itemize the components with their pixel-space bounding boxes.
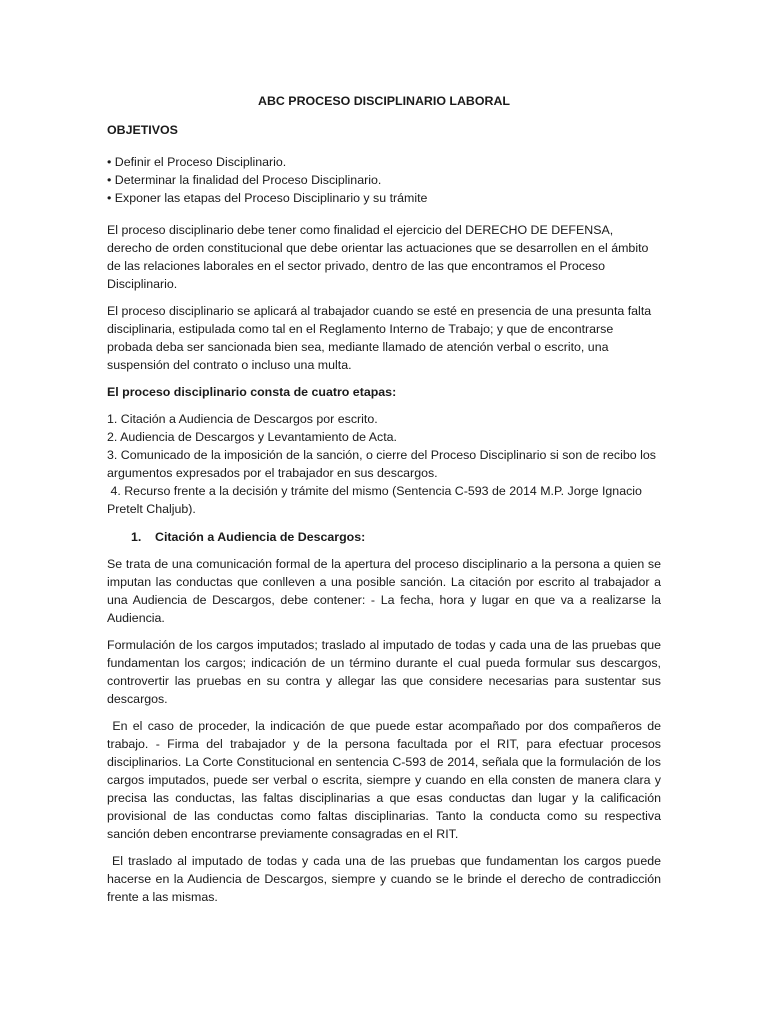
list-item: • Determinar la finalidad del Proceso Disciplinario.	[107, 173, 382, 187]
document-page	[107, 92, 665, 915]
objetivos-list	[107, 153, 661, 207]
etapas-list	[107, 410, 661, 518]
section-number: 1.	[131, 530, 142, 544]
paragraph-acompanado: En el caso de proceder, la indicación de que puede estar acompañado por dos compañeros de trabajo. - Firma del trabajador y de la persona facultada por el RIT, para efectuar procesos disciplinarios. La Corte Constitucional en sentencia C-593 de 2014, señala que la formulación de los cargos imputados, puede ser verbal o escrita, siempre y cuando en ella consten de manera clara y precisa las conductas, las faltas disciplinarias a que esas conductas dan lugar y la calificación provisional de las conductas como faltas disciplinarias. Tanto la conducta como su respectiva sanción deben encontrarse previamente consagradas en el RIT.	[107, 719, 665, 841]
paragraph-defensa: El proceso disciplinario debe tener como finalidad el ejercicio del DERECHO DE DEFENSA, derecho de orden constitucional que debe orientar las actuaciones que se desarrollen en el ámbito de las relaciones laborales en el sector privado, dentro de las que encontramos el Proceso Disciplinario.	[107, 223, 649, 291]
list-item: • Exponer las etapas del Proceso Disciplinario y su trámite	[107, 191, 428, 205]
document-title: ABC PROCESO DISCIPLINARIO LABORAL	[258, 94, 510, 108]
objetivos-heading: OBJETIVOS	[107, 123, 178, 137]
list-item: 1. Citación a Audiencia de Descargos por escrito.	[107, 412, 378, 426]
paragraph-traslado: El traslado al imputado de todas y cada una de las pruebas que fundamentan los cargos puede hacerse en la Audiencia de Descargos, siempre y cuando se le brinde el derecho de contradicción frente a las mismas.	[107, 854, 665, 904]
section-title: Citación a Audiencia de Descargos:	[155, 530, 366, 544]
etapas-heading: El proceso disciplinario consta de cuatro etapas:	[107, 385, 397, 399]
paragraph-aplicacion: El proceso disciplinario se aplicará al trabajador cuando se esté en presencia de una presunta falta disciplinaria, estipulada como tal en el Reglamento Interno de Trabajo; y que de encontrarse probada deba ser sancionada bien sea, mediante llamado de atención verbal o escrito, una suspensión del contrato o incluso una multa.	[107, 304, 652, 372]
list-item: • Definir el Proceso Disciplinario.	[107, 155, 287, 169]
paragraph-comunicacion: Se trata de una comunicación formal de la apertura del proceso disciplinario a la persona a quien se imputan las conductas que conlleven a una posible sanción. La citación por escrito al trabajador a una Audiencia de Descargos, debe contener: - La fecha, hora y lugar en que va a realizarse la Audiencia.	[107, 557, 661, 625]
section-heading-citacion	[131, 528, 661, 546]
paragraph-formulacion: Formulación de los cargos imputados; traslado al imputado de todas y cada una de las pruebas que fundamentan los cargos; indicación de un término durante el cual pueda formular sus descargos, controvertir las pruebas en su contra y allegar las que considere necesarias para sustentar sus descargos.	[107, 638, 661, 706]
list-item: 2. Audiencia de Descargos y Levantamiento de Acta.	[107, 430, 397, 444]
list-item: 3. Comunicado de la imposición de la sanción, o cierre del Proceso Disciplinario si son de recibo los argumentos expresados por el trabajador en sus descargos.	[107, 448, 656, 480]
list-item: 4. Recurso frente a la decisión y trámite del mismo (Sentencia C-593 de 2014 M.P. Jorge Ignacio Pretelt Chaljub).	[107, 484, 646, 516]
